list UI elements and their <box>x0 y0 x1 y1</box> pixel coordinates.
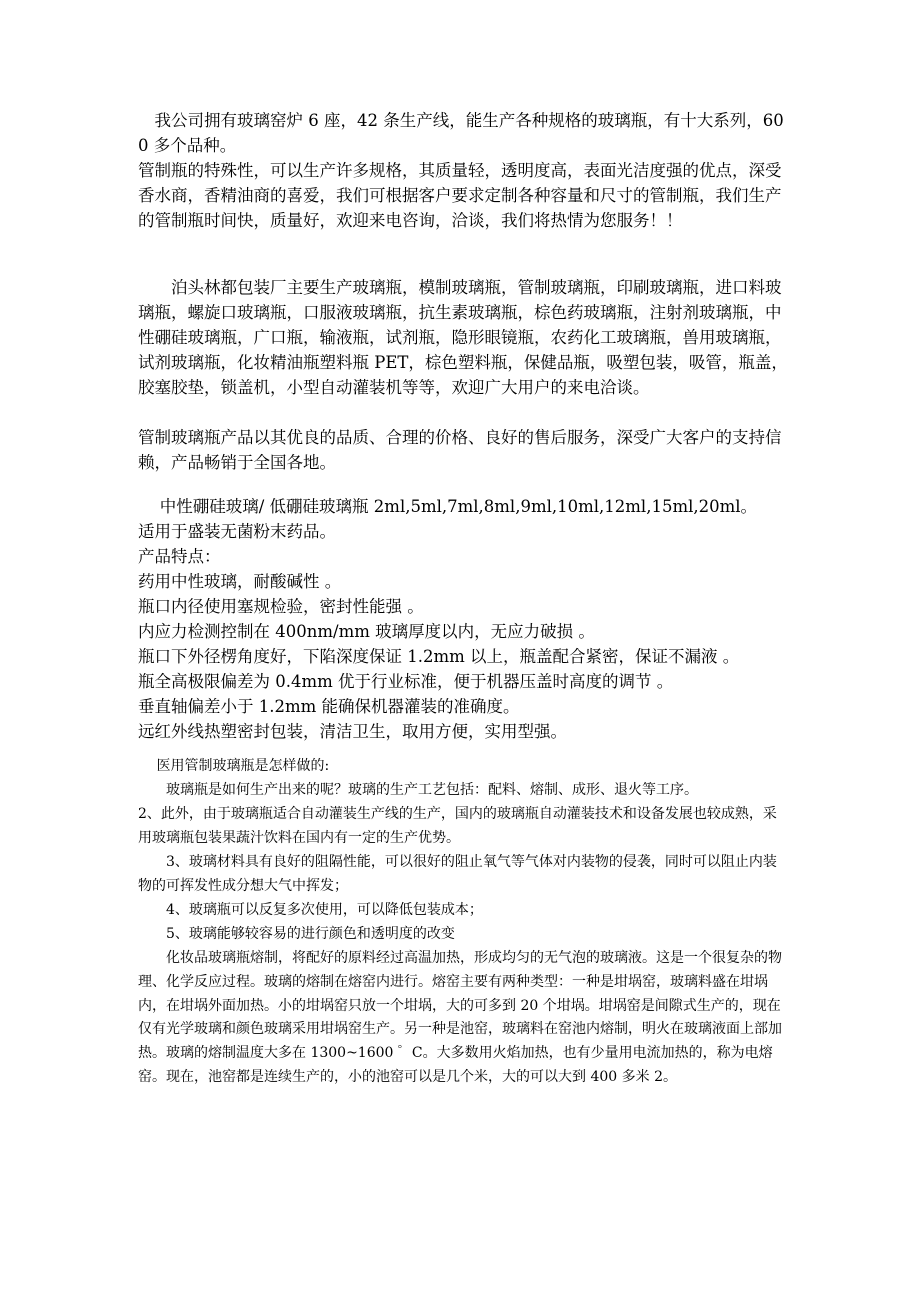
melting-paragraph: 化妆品玻璃瓶熔制，将配好的原料经过高温加热，形成均匀的无气泡的玻璃液。这是一个很复杂的物理、化学反应过程。玻璃的熔制在熔窑内进行。熔窑主要有两种类型：一种是坩埚窑，玻璃料盛在坩埚内，在坩埚外面加热。小的坩埚窑只放一个坩埚，大的可多到 20 个坩埚。坩埚窑是间隙式生产的，现在仅有光学玻璃和颜色玻璃采用坩埚窑生产。另一种是池窑，玻璃料在窑池内熔制，明火在玻璃液面上部加热。玻璃的熔制温度大多在 1300~1600 ゜C。大多数用火焰加热，也有少量用电流加热的，称为电熔窑。现在，池窑都是连续生产的，小的池窑可以是几个米，大的可以大到 400 多米 2。 <box>138 950 782 1085</box>
company-paragraph-1: 泊头林都包装厂主要生产玻璃瓶，模制玻璃瓶，管制玻璃瓶，印刷玻璃瓶，进口料玻璃瓶，螺旋口玻璃瓶，口服液玻璃瓶，抗生素玻璃瓶，棕色药玻璃瓶，注射剂玻璃瓶，中性硼硅玻璃瓶，广口瓶，输液瓶，试剂瓶，隐形眼镜瓶，农药化工玻璃瓶，兽用玻璃瓶，试剂玻璃瓶，化妆精油瓶塑料瓶 PET，棕色塑料瓶，保健品瓶，吸塑包装，吸管，瓶盖，胶塞胶垫，锁盖机，小型自动灌装机等等，欢迎广大用户的来电洽谈。 <box>138 278 788 397</box>
feature-item: 药用中性玻璃，耐酸碱性 。 <box>138 572 342 591</box>
product-use: 适用于盛装无菌粉末药品。 <box>138 522 336 541</box>
feature-item: 垂直轴偏差小于 1.2mm 能确保机器灌装的准确度。 <box>138 697 520 716</box>
process-item-5: 5、玻璃能够较容易的进行颜色和透明度的改变 <box>138 926 455 942</box>
process-item-2: 2、此外，由于玻璃瓶适合自动灌装生产线的生产，国内的玻璃瓶自动灌装技术和设备发展也较成熟，采用玻璃瓶包装果蔬汁饮料在国内有一定的生产优势。 <box>138 806 777 846</box>
process-item-3: 3、玻璃材料具有良好的阻隔性能，可以很好的阻止氧气等气体对内装物的侵袭，同时可以阻止内装物的可挥发性成分想大气中挥发； <box>138 854 777 894</box>
process-question: 玻璃瓶是如何生产出来的呢？玻璃的生产工艺包括：配料、熔制、成形、退火等工序。 <box>138 782 698 798</box>
process-title: 医用管制玻璃瓶是怎样做的: <box>138 758 330 774</box>
intro-paragraph-1: 我公司拥有玻璃窑炉 6 座，42 条生产线，能生产各种规格的玻璃瓶，有十大系列，600 多个品种。 <box>138 111 784 155</box>
feature-item: 瓶口下外径楞角度好，下陷深度保证 1.2mm 以上，瓶盖配合紧密，保证不漏液 。 <box>138 647 740 666</box>
feature-item: 内应力检测控制在 400nm/mm 玻璃厚度以内，无应力破损 。 <box>138 622 595 641</box>
feature-item: 瓶口内径使用塞规检验，密封性能强 。 <box>138 597 424 616</box>
intro-paragraph-2: 管制瓶的特殊性，可以生产许多规格，其质量轻，透明度高，表面光洁度强的优点，深受香水商，香精油商的喜爱，我们可根据客户要求定制各种容量和尺寸的管制瓶，我们生产的管制瓶时间快，质量好，欢迎来电咨询，洽谈，我们将热情为您服务！！ <box>138 161 782 230</box>
product-title: 中性硼硅玻璃/ 低硼硅玻璃瓶 2ml,5ml,7ml,8ml,9ml,10ml,12ml,15ml,20ml。 <box>138 497 758 516</box>
feature-item: 远红外线热塑密封包装，清洁卫生，取用方便，实用型强。 <box>138 722 567 741</box>
product-features-label: 产品特点： <box>138 547 221 566</box>
process-item-4: 4、玻璃瓶可以反复多次使用，可以降低包装成本； <box>138 902 483 918</box>
company-paragraph-2: 管制玻璃瓶产品以其优良的品质、合理的价格、良好的售后服务，深受广大客户的支持信赖，产品畅销于全国各地。 <box>138 428 782 472</box>
product-features-list <box>138 569 788 744</box>
feature-item: 瓶全高极限偏差为 0.4mm 优于行业标准，便于机器压盖时高度的调节 。 <box>138 672 674 691</box>
